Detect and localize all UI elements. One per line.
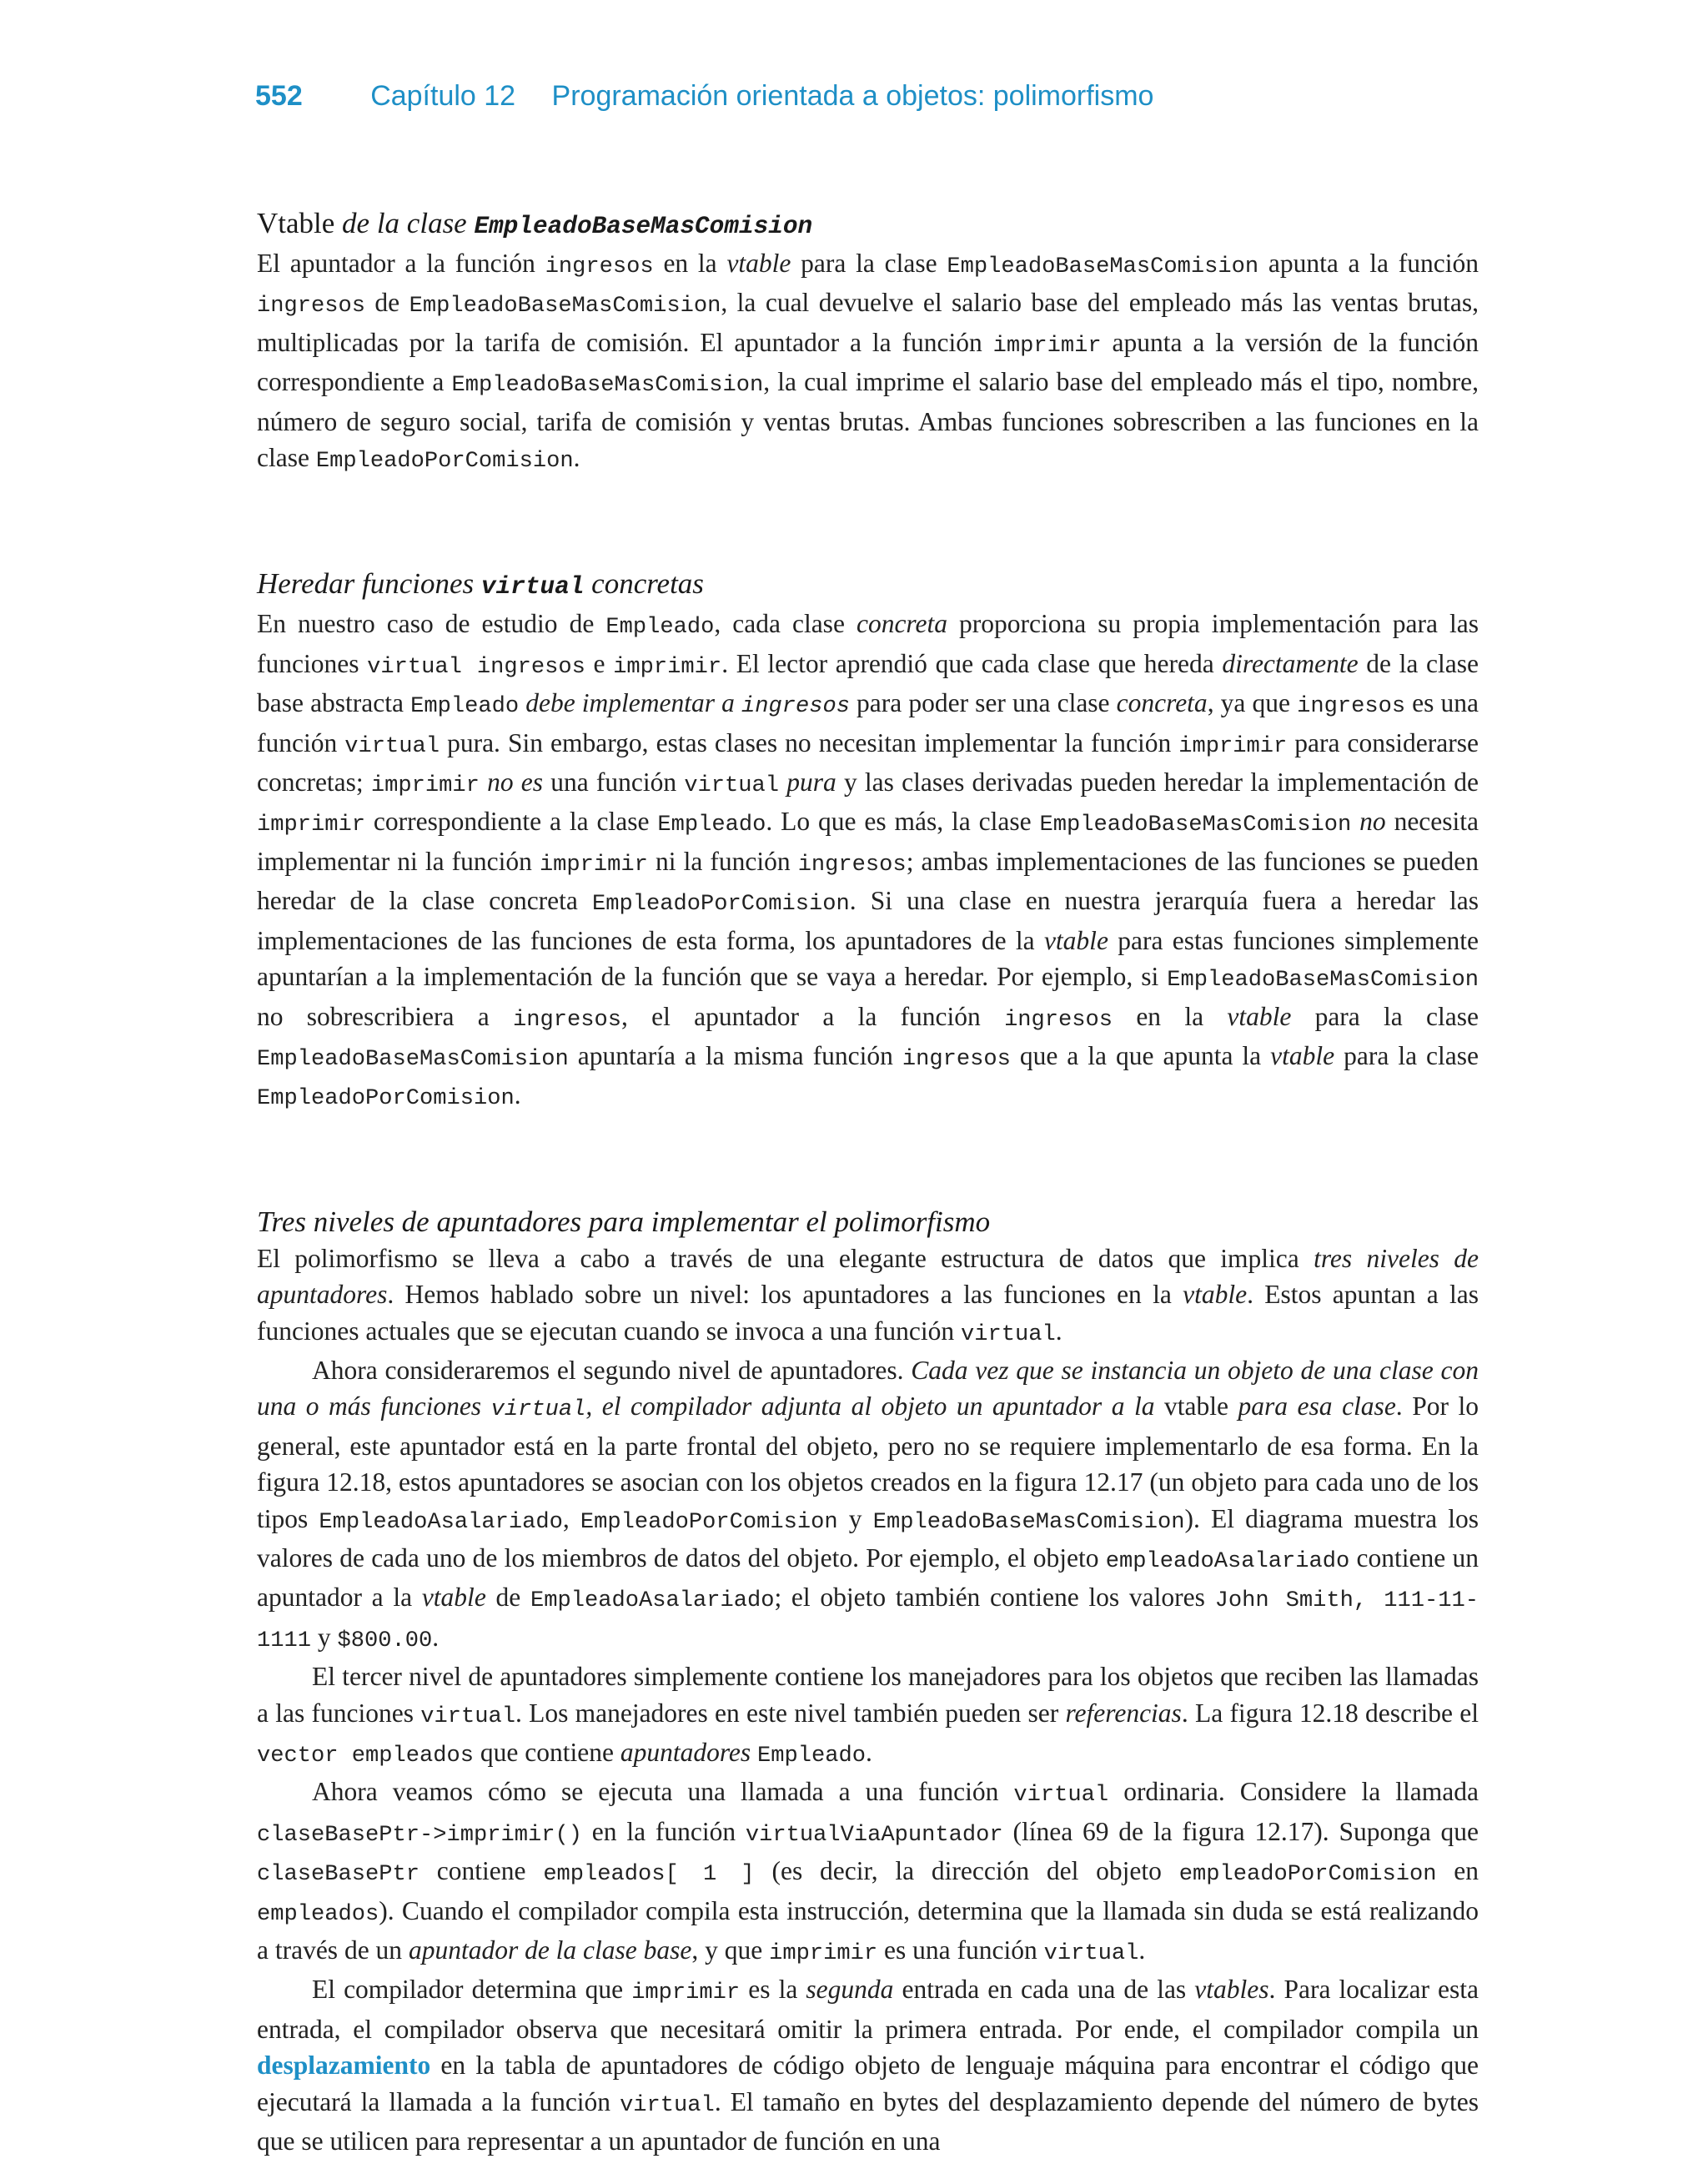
italic-text: , el compilador adjunta al objeto un apuntador a la (585, 1391, 1165, 1422)
code-term: EmpleadoPorComision (257, 1085, 515, 1112)
code-term: ingresos (797, 851, 907, 878)
heading-code: virtual (480, 573, 585, 601)
code-term: virtual (684, 772, 780, 799)
code-term: EmpleadoBaseMasComision (257, 1045, 569, 1072)
chapter-label: Capítulo 12 (370, 80, 516, 112)
code-term: ingresos (512, 1006, 621, 1033)
code-term: ingresos (545, 254, 654, 279)
heading-italic: Heredar funciones (257, 567, 481, 601)
paragraph: El apuntador a la función ingresos en la vtable para la clase EmpleadoBaseMasComision apunta a la función ingresos de EmpleadoBaseMasComision, la cual devuelve el salario base del empleado más las ventas brutas, multiplicadas por la tarifa de comisión. El apuntador a la función imprimir apunta a la versión de la función correspondiente a EmpleadoBaseMasComision, la cual imprime el salario base del empleado más el tipo, nombre, número de seguro social, tarifa de comisión y ventas brutas. Ambas funciones sobrescriben a las funciones en la clase EmpleadoPorComision. (257, 249, 1479, 475)
page-body (257, 205, 1479, 2159)
section-tres-niveles-de-apuntadores (257, 1204, 1479, 2160)
italic-text: vtable (1043, 925, 1108, 955)
code-term: $800.00 (337, 1627, 433, 1653)
code-term: imprimir (613, 653, 722, 680)
code-term: ingresos (257, 293, 365, 320)
code-term: EmpleadoBaseMasComision (409, 293, 721, 320)
code-term: imprimir (370, 772, 480, 799)
italic-text: apuntador de la clase base (408, 1935, 692, 1965)
heading-italic: Tres niveles de apuntadores para implementar el polimorfismo (257, 1205, 991, 1238)
italic-text: vtable (726, 249, 791, 278)
code-term: Empleado (657, 812, 766, 838)
code-term: EmpleadoPorComision (592, 891, 850, 918)
code-term: virtual (344, 732, 440, 759)
code-term: John Smith, 111-11-1111 (257, 1588, 1479, 1653)
code-term: virtual (961, 1321, 1056, 1347)
code-term: EmpleadoBaseMasComision (872, 1508, 1185, 1535)
chapter-title: Programación orientada a objetos: polimorfismo (551, 80, 1154, 112)
code-term: EmpleadoAsalariado (319, 1508, 563, 1535)
code-term: empleados[ 1 ] (543, 1861, 755, 1888)
italic-text: para esa clase (1228, 1391, 1396, 1422)
code-term: empleadoPorComision (1178, 1861, 1437, 1888)
italic-text: tres niveles de apuntadores (257, 1243, 1479, 1310)
italic-text: no (1359, 807, 1386, 837)
code-term: virtualViaApuntador (745, 1821, 1003, 1848)
italic-text: vtable (1270, 1040, 1335, 1070)
section-heading (257, 205, 1479, 245)
paragraph: El polimorfismo se lleva a cabo a través de una elegante estructura de datos que implica tres niveles de apuntadores. Hemos hablado sobre un nivel: los apuntadores a las funciones en la vtable. Estos apuntan a las funciones actuales que se ejecutan cuando se invoca a una función virtual. (257, 1243, 1479, 1347)
code-term: virtual (420, 1703, 515, 1729)
code-term: Empleado (757, 1743, 867, 1769)
section-vtable-empleadobasemascomision (257, 205, 1479, 479)
italic-text: segunda (806, 1975, 894, 2005)
paragraph: En nuestro caso de estudio de Empleado, cada clase concreta proporciona su propia implementación para las funciones virtual ingresos e imprimir. El lector aprendió que cada clase que hereda directamente de la clase base abstracta Empleado debe implementar a ingresos para poder ser una clase concreta, ya que ingresos es una función virtual pura. Sin embargo, estas clases no necesitan implementar la función imprimir para considerarse concretas; imprimir no es una función virtual pura y las clases derivadas pueden heredar la implementación de imprimir correspondiente a la clase Empleado. Lo que es más, la clase EmpleadoBaseMasComision no necesita implementar ni la función imprimir ni la función ingresos; ambas implementaciones de las funciones se pueden heredar de la clase concreta EmpleadoPorComision. Si una clase en nuestra jerarquía fuera a heredar las implementaciones de las funciones de esta forma, los apuntadores de la vtable para estas funciones simplemente apuntarían a la implementación de la función que se vaya a heredar. Por ejemplo, si EmpleadoBaseMasComision no sobrescribiera a ingresos, el apuntador a la función ingresos en la vtable para la clase EmpleadoBaseMasComision apuntaría a la misma función ingresos que a la que apunta la vtable para la clase EmpleadoPorComision. (257, 609, 1479, 1112)
italic-text: Cada vez que se instancia un objeto de una clase con una o más funciones (257, 1355, 1479, 1422)
code-term: imprimir (769, 1940, 878, 1967)
code-term: EmpleadoBaseMasComision (1039, 812, 1352, 838)
code-term: virtual ingresos (367, 653, 585, 680)
section-heredar-funciones-virtual (257, 566, 1479, 1116)
code-term: ingresos (1297, 693, 1406, 720)
italic-text: apuntadores (620, 1738, 751, 1767)
code-term: ingresos (902, 1045, 1011, 1072)
italic-text: vtable (421, 1583, 486, 1613)
code-term: imprimir (631, 1980, 741, 2006)
heading-italic: de la clase (342, 207, 475, 239)
italic-text: directamente (1222, 648, 1359, 678)
code-term: EmpleadoAsalariado (530, 1588, 775, 1614)
italic-text: vtable (1227, 1001, 1292, 1031)
section-heading (257, 1204, 1479, 1240)
code-term: ingresos (1004, 1006, 1113, 1033)
code-term: Empleado (410, 693, 520, 720)
code-term: claseBasePtr (257, 1861, 419, 1888)
paragraph: Ahora veamos cómo se ejecuta una llamada a una función virtual ordinaria. Considere la llamada claseBasePtr->imprimir() en la función virtualViaApuntador (línea 69 de la figura 12.17). Suponga que claseBasePtr contiene empleados[ 1 ] (es decir, la dirección del objeto empleadoPorComision en empleados). Cuando el compilador compila esta instrucción, determina que la llamada sin duda se está realizando a través de un apuntador de la clase base, y que imprimir es una función virtual. (257, 1777, 1479, 1967)
italic-text: pura (786, 767, 836, 798)
italic-text: referencias (1065, 1698, 1182, 1728)
paragraph: El compilador determina que imprimir es la segunda entrada en cada una de las vtables. Para localizar esta entrada, el compilador observa que necesitará omitir la primera entrada. Por ende, el compilador compila un desplazamiento en la tabla de apuntadores de código objeto de lenguaje máquina para encontrar el código que ejecutará la llamada a la función virtual. El tamaño en bytes del desplazamiento depende del número de bytes que se utilicen para representar a un apuntador de función en una (257, 1975, 1479, 2156)
code-term: EmpleadoBaseMasComision (947, 254, 1259, 279)
heading-code: EmpleadoBaseMasComision (474, 213, 813, 240)
code-term: EmpleadoPorComision (315, 448, 574, 475)
code-term: virtual (1043, 1940, 1139, 1967)
code-term: EmpleadoBaseMasComision (1167, 967, 1479, 994)
code-term: empleados (257, 1900, 379, 1927)
code-term: claseBasePtr->imprimir() (257, 1821, 582, 1848)
code-term: EmpleadoPorComision (580, 1508, 838, 1535)
code-term: empleadoAsalariado (1105, 1547, 1350, 1574)
code-term: imprimir (539, 851, 648, 878)
code-term: EmpleadoBaseMasComision (451, 372, 764, 399)
paragraph: El tercer nivel de apuntadores simplemente contiene los manejadores para los objetos que reciben las llamadas a las funciones virtual. Los manejadores en este nivel también pueden ser referencias. La figura 12.18 describe el vector empleados que contiene apuntadores Empleado. (257, 1662, 1479, 1769)
code-term: virtual (1013, 1782, 1109, 1809)
italic-text: concreta (1116, 688, 1208, 718)
code-term: ingresos (741, 693, 850, 720)
code-term: virtual (620, 2091, 715, 2118)
italic-text: vtables (1194, 1975, 1269, 2005)
running-head (255, 80, 1153, 113)
code-term: virtual (490, 1396, 586, 1423)
code-term: Empleado (605, 614, 715, 641)
code-term: vector empleados (257, 1743, 474, 1769)
italic-text: concreta (856, 609, 948, 639)
page-number: 552 (255, 80, 303, 112)
italic-text: no es (487, 767, 544, 798)
heading-prefix: Vtable (257, 207, 343, 239)
code-term: imprimir (1178, 732, 1288, 759)
section-heading (257, 566, 1479, 606)
key-term: desplazamiento (257, 2051, 431, 2081)
paragraph: Ahora consideraremos el segundo nivel de apuntadores. Cada vez que se instancia un objeto de una clase con una o más funciones virtual, el compilador adjunta al objeto un apuntador a la vtable para esa clase. Por lo general, este apuntador está en la parte frontal del objeto, pero no se requiere implementarlo de esa forma. En la figura 12.18, estos apuntadores se asocian con los objetos creados en la figura 12.17 (un objeto para cada uno de los tipos EmpleadoAsalariado, EmpleadoPorComision y EmpleadoBaseMasComision). El diagrama muestra los valores de cada uno de los miembros de datos del objeto. Por ejemplo, el objeto empleadoAsalariado contiene un apuntador a la vtable de EmpleadoAsalariado; el objeto también contiene los valores John Smith, 111-11-1111 y $800.00. (257, 1355, 1479, 1653)
code-term: imprimir (257, 812, 365, 838)
italic-text: vtable (1183, 1280, 1248, 1310)
heading-italic-suffix: concretas (584, 567, 704, 601)
italic-text: debe implementar a (525, 688, 741, 718)
code-term: imprimir (992, 332, 1102, 359)
